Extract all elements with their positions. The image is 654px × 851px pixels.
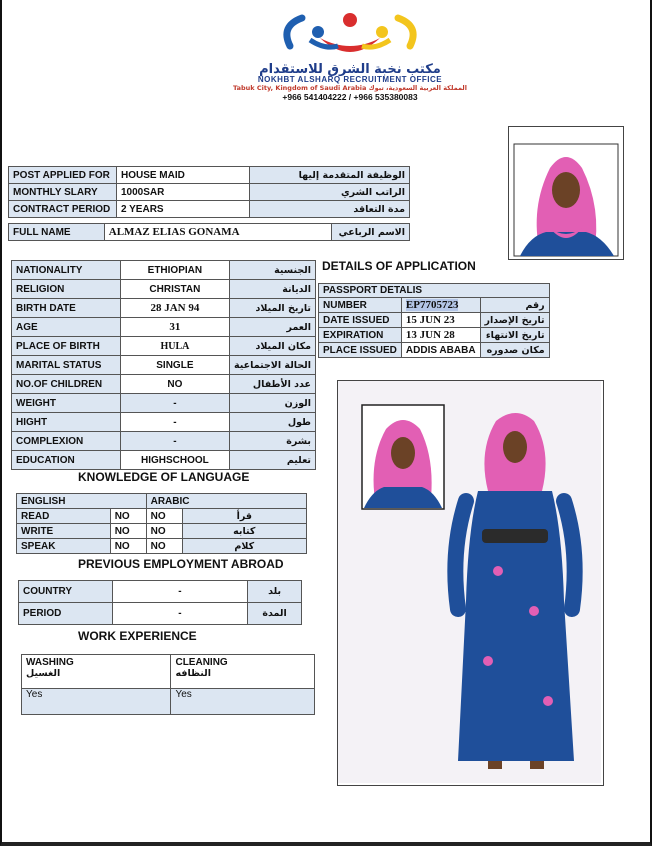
religion-label: RELIGION — [12, 280, 121, 299]
speak-label: SPEAK — [17, 539, 111, 554]
company-logo — [270, 6, 430, 68]
speak-english: NO — [110, 539, 146, 554]
complexion-value: - — [120, 432, 229, 451]
religion-value: CHRISTAN — [120, 280, 229, 299]
experience-table — [21, 654, 315, 715]
company-arabic-name: مكتب نخبة الشرق للاستقدام — [259, 62, 441, 77]
date-issued-ar: تاريخ الإصدار — [480, 313, 549, 328]
nationality-value: ETHIOPIAN — [120, 261, 229, 280]
employment-table — [18, 580, 302, 625]
marital-status-value: SINGLE — [120, 356, 229, 375]
passport-number-value: EP7705723 — [405, 299, 459, 311]
passport-title: PASSPORT DETALIS — [319, 284, 550, 298]
full-name-table — [8, 223, 410, 241]
personal-details-table — [11, 260, 316, 470]
complexion-label: COMPLEXION — [12, 432, 121, 451]
company-location: Tabuk City, Kingdom of Saudi Arabia المملكة العربية السعودية، تبوك — [233, 84, 467, 92]
passport-number-ar: رقم — [480, 298, 549, 313]
post-applied-value: HOUSE MAID — [116, 167, 249, 184]
education-label: EDUCATION — [12, 451, 121, 470]
read-english: NO — [110, 509, 146, 524]
period-label: PERIOD — [19, 603, 113, 625]
complexion-ar: بشرة — [229, 432, 315, 451]
birth-date-value: 28 JAN 94 — [120, 299, 229, 318]
country-value: - — [112, 581, 247, 603]
weight-ar: الوزن — [229, 394, 315, 413]
birth-date-ar: تاريخ الميلاد — [229, 299, 315, 318]
place-of-birth-label: PLACE OF BIRTH — [12, 337, 121, 356]
contract-period-ar: مدة التعاقد — [250, 201, 410, 218]
nationality-ar: الجنسية — [229, 261, 315, 280]
place-issued-value: ADDIS ABABA — [401, 343, 480, 358]
application-title: DETAILS OF APPLICATION — [322, 259, 476, 273]
passport-number-label: NUMBER — [319, 298, 402, 313]
write-english: NO — [110, 524, 146, 539]
height-value: - — [120, 413, 229, 432]
write-label: WRITE — [17, 524, 111, 539]
passport-photo — [508, 126, 624, 260]
full-name-label: FULL NAME — [9, 224, 105, 241]
expiration-value: 13 JUN 28 — [401, 328, 480, 343]
write-ar: كتابه — [182, 524, 306, 539]
age-value: 31 — [120, 318, 229, 337]
expiration-label: EXPIRATION — [319, 328, 402, 343]
language-col-arabic: ARABIC — [146, 494, 306, 509]
washing-label: WASHING — [26, 657, 74, 668]
education-ar: تعليم — [229, 451, 315, 470]
expiration-ar: تاريخ الانتهاء — [480, 328, 549, 343]
children-ar: عدد الأطفال — [229, 375, 315, 394]
company-english-name: NOKHBT ALSHARQ RECRUITMENT OFFICE — [257, 75, 443, 84]
place-of-birth-value: HULA — [120, 337, 229, 356]
height-ar: طول — [229, 413, 315, 432]
date-issued-value: 15 JUN 23 — [401, 313, 480, 328]
speak-arabic: NO — [146, 539, 182, 554]
read-arabic: NO — [146, 509, 182, 524]
experience-title: WORK EXPERIENCE — [78, 629, 197, 643]
height-label: HIGHT — [12, 413, 121, 432]
read-label: READ — [17, 509, 111, 524]
period-ar: المدة — [248, 603, 302, 625]
company-phones: +966 541404222 / +966 535380083 — [282, 92, 418, 102]
birth-date-label: BIRTH DATE — [12, 299, 121, 318]
children-value: NO — [120, 375, 229, 394]
monthly-salary-label: MONTHLY SLARY — [9, 184, 117, 201]
employment-title: PREVIOUS EMPLOYMENT ABROAD — [78, 557, 284, 571]
place-of-birth-ar: مكان الميلاد — [229, 337, 315, 356]
cleaning-value: Yes — [171, 689, 315, 715]
washing-ar: الغسيل — [26, 668, 61, 679]
read-ar: قرأ — [182, 509, 306, 524]
cleaning-label: CLEANING — [175, 657, 228, 668]
place-issued-ar: مكان صدوره — [480, 343, 549, 358]
country-ar: بلد — [248, 581, 302, 603]
nationality-label: NATIONALITY — [12, 261, 121, 280]
monthly-salary-ar: الراتب الشري — [250, 184, 410, 201]
write-arabic: NO — [146, 524, 182, 539]
age-label: AGE — [12, 318, 121, 337]
post-applied-ar: الوظيفة المتقدمة إليها — [250, 167, 410, 184]
weight-value: - — [120, 394, 229, 413]
date-issued-label: DATE ISSUED — [319, 313, 402, 328]
language-title: KNOWLEDGE OF LANGUAGE — [78, 470, 250, 484]
age-ar: العمر — [229, 318, 315, 337]
contract-period-label: CONTRACT PERIOD — [9, 201, 117, 218]
children-label: NO.OF CHILDREN — [12, 375, 121, 394]
washing-value: Yes — [22, 689, 171, 715]
full-name-ar: الاسم الرباعي — [332, 224, 410, 241]
post-applied-label: POST APPLIED FOR — [9, 167, 117, 184]
cleaning-ar: النظافه — [175, 668, 211, 679]
passport-table — [318, 283, 550, 358]
language-table — [16, 493, 307, 554]
weight-label: WEIGHT — [12, 394, 121, 413]
position-table — [8, 166, 410, 218]
country-label: COUNTRY — [19, 581, 113, 603]
marital-status-label: MARITAL STATUS — [12, 356, 121, 375]
education-value: HIGHSCHOOL — [120, 451, 229, 470]
religion-ar: الديانة — [229, 280, 315, 299]
speak-ar: كلام — [182, 539, 306, 554]
full-name-value: ALMAZ ELIAS GONAMA — [104, 224, 331, 241]
contract-period-value: 2 YEARS — [116, 201, 249, 218]
period-value: - — [112, 603, 247, 625]
monthly-salary-value: 1000SAR — [116, 184, 249, 201]
marital-status-ar: الحالة الاجتماعية — [229, 356, 315, 375]
language-col-english: ENGLISH — [17, 494, 147, 509]
full-body-photo — [337, 380, 604, 786]
place-issued-label: PLACE ISSUED — [319, 343, 402, 358]
